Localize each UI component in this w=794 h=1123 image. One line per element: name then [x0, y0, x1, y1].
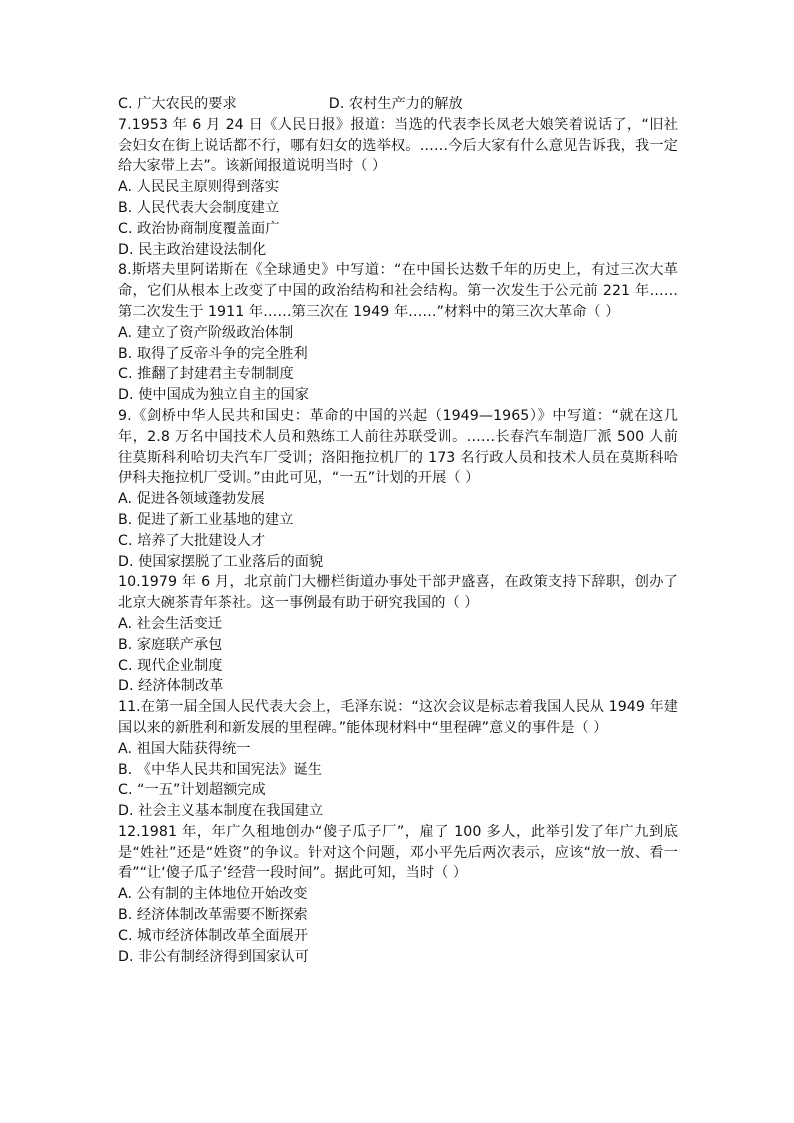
- option-c: C. 现代企业制度: [118, 657, 223, 674]
- question-7: [118, 115, 678, 261]
- option-c: C. 政治协商制度覆盖面广: [118, 220, 280, 237]
- option-b: B. 家庭联产承包: [118, 636, 223, 653]
- q6-option-c: C. 广大农民的要求: [118, 96, 237, 112]
- question-stem: 12.1981 年，年广久租地创办“傻子瓜子厂”，雇了 100 多人，此举引发了年广九到底是“姓社”还是“姓资”的争议。针对这个问题，邓小平先后两次表示，应该“放一放、看一看”“让‘傻子瓜子’经营一段时间”。据此可知，当时（ ）: [118, 823, 678, 882]
- option-c: C. 城市经济体制改革全面展开: [118, 927, 308, 944]
- option-d: D. 经济体制改革: [118, 678, 224, 695]
- exam-page: [118, 94, 678, 967]
- question-8: [118, 260, 678, 406]
- option-b: B. 《中华人民共和国宪法》诞生: [118, 761, 322, 778]
- option-d: D. 使中国成为独立自主的国家: [118, 387, 309, 404]
- question-9: [118, 406, 678, 572]
- option-a: A. 建立了资产阶级政治体制: [118, 324, 294, 341]
- option-a: A. 人民民主原则得到落实: [118, 179, 280, 196]
- question-12: [118, 822, 678, 968]
- option-c: C. 推翻了封建君主专制制度: [118, 366, 294, 383]
- question-stem: 8.斯塔夫里阿诺斯在《全球通史》中写道：“在中国长达数千年的历史上，有过三次大革命，它们从根本上改变了中国的政治结构和社会结构。第一次发生于公元前 221 年……第二次发生于 1911 年……第三次在 1949 年……”材料中的第三次大革命（ ）: [118, 262, 678, 320]
- option-a: A. 社会生活变迁: [118, 615, 223, 632]
- option-b: B. 取得了反帝斗争的完全胜利: [118, 345, 308, 362]
- option-d: D. 民主政治建设法制化: [118, 241, 267, 258]
- option-a: A. 祖国大陆获得统一: [118, 740, 251, 757]
- option-b: B. 经济体制改革需要不断探索: [118, 907, 308, 924]
- question-stem: 10.1979 年 6 月，北京前门大栅栏街道办事处干部尹盛喜，在政策支持下辞职，创办了北京大碗茶青年茶社。这一事例最有助于研究我国的（ ）: [118, 574, 678, 612]
- question-stem: 9.《剑桥中华人民共和国史：革命的中国的兴起（1949—1965）》中写道：“就在这几年，2.8 万名中国技术人员和熟练工人前往苏联受训。……长春汽车制造厂派 500 人前往莫斯科利哈切夫汽车厂受训；洛阳拖拉机厂的 173 名行政人员和技术人员在莫斯科哈伊科夫拖拉机厂受训。”由此可见，“一五”计划的开展（ ）: [118, 407, 678, 487]
- option-b: B. 人民代表大会制度建立: [118, 199, 280, 216]
- question-stem: 7.1953 年 6 月 24 日《人民日报》报道：当选的代表李长凤老大娘笑着说话了，“旧社会妇女在街上说话都不行，哪有妇女的选举权。……今后大家有什么意见告诉我，我一定给大家带上去”。该新闻报道说明当时（ ）: [118, 116, 678, 175]
- option-a: A. 公有制的主体地位开始改变: [118, 886, 308, 903]
- option-b: B. 促进了新工业基地的建立: [118, 511, 294, 528]
- q6-option-d: D. 农村生产力的解放: [328, 96, 463, 112]
- option-d: D. 社会主义基本制度在我国建立: [118, 803, 324, 820]
- question-stem: 11.在第一届全国人民代表大会上，毛泽东说：“这次会议是标志着我国人民从 1949 年建国以来的新胜利和新发展的里程碑。”能体现材料中“里程碑”意义的事件是（ ）: [118, 699, 678, 736]
- option-c: C. 培养了大批建设人才: [118, 532, 266, 549]
- option-d: D. 使国家摆脱了工业落后的面貌: [118, 553, 324, 570]
- option-c: C. “一五”计划超额完成: [118, 782, 266, 799]
- question-10: [118, 572, 678, 697]
- question-11: [118, 697, 678, 822]
- option-d: D. 非公有制经济得到国家认可: [118, 948, 309, 965]
- option-a: A. 促进各领域蓬勃发展: [118, 491, 265, 508]
- q6-options-tail: [118, 94, 678, 115]
